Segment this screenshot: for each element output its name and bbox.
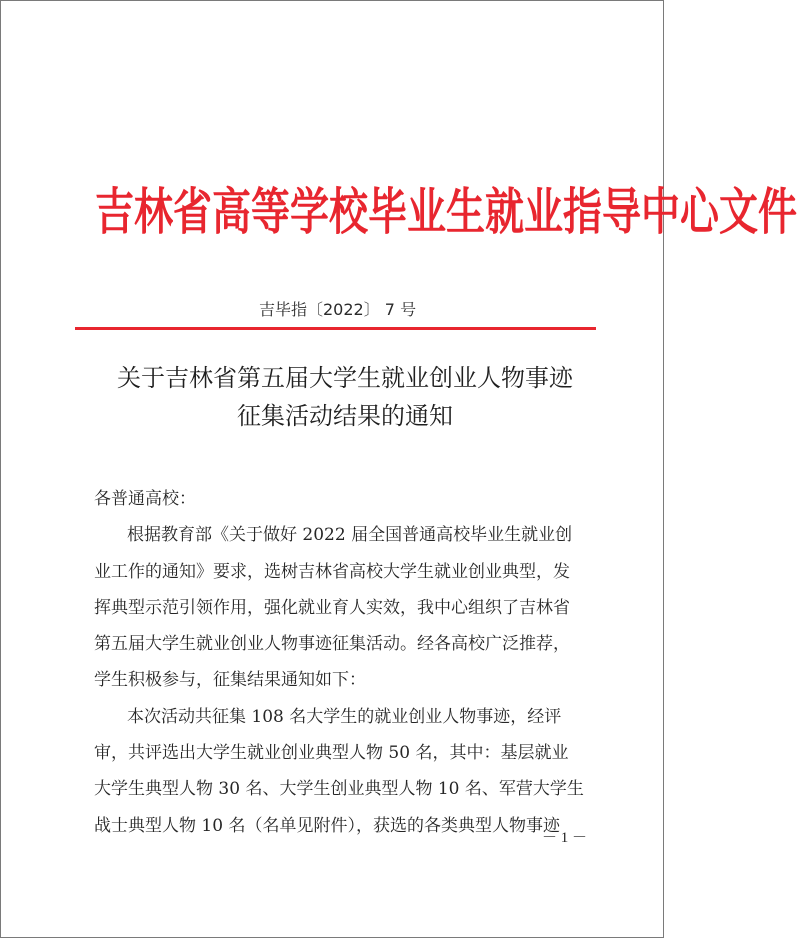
paragraph-line: 审，共评选出大学生就业创业典型人物 50 名，其中：基层就业 — [94, 743, 569, 764]
salutation: 各普通高校： — [94, 489, 196, 509]
paragraph-line: 大学生典型人物 30 名、大学生创业典型人物 10 名、军营大学生 — [94, 779, 584, 800]
document-header-title: 吉林省高等学校毕业生就业指导中心文件 — [95, 182, 797, 242]
paragraph-line: 根据教育部《关于做好 2022 届全国普通高校毕业生就业创 — [127, 525, 573, 546]
notice-title-line-1: 关于吉林省第五届大学生就业创业人物事迹 — [117, 364, 573, 392]
paragraph-line: 挥典型示范引领作用，强化就业育人实效，我中心组织了吉林省 — [94, 597, 570, 618]
paragraph-2 — [94, 699, 592, 844]
red-separator-line — [75, 327, 596, 330]
notice-title — [93, 359, 597, 435]
paragraph-line: 学生积极参与，征集结果通知如下： — [94, 670, 366, 691]
document-body — [94, 481, 592, 844]
document-number: 吉毕指〔2022〕 7 号 — [259, 300, 417, 319]
page-number: － 1 － — [542, 830, 588, 846]
paragraph-line: 业工作的通知》要求，选树吉林省高校大学生就业创业典型，发 — [94, 561, 570, 582]
paragraph-line: 战士典型人物 10 名（名单见附件），获选的各类典型人物事迹 — [94, 815, 560, 836]
paragraph-line: 本次活动共征集 108 名大学生的就业创业人物事迹，经评 — [127, 706, 562, 727]
notice-title-line-2: 征集活动结果的通知 — [237, 402, 453, 430]
paragraph-1 — [94, 517, 592, 698]
paragraph-line: 第五届大学生就业创业人物事迹征集活动。经各高校广泛推荐， — [94, 634, 570, 655]
